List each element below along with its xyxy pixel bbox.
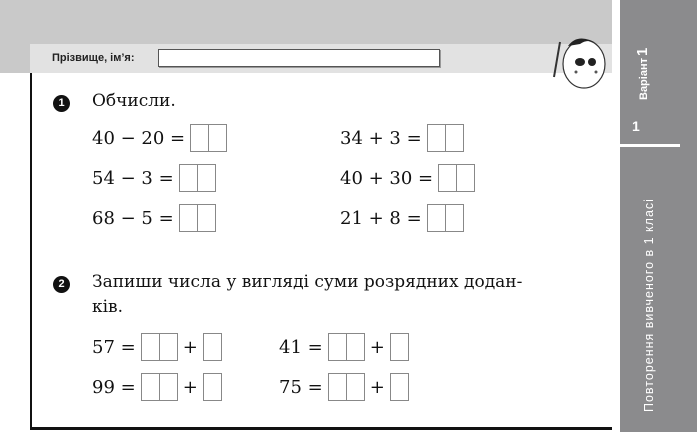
name-strip bbox=[30, 44, 612, 73]
tens-box[interactable] bbox=[328, 333, 365, 361]
answer-box[interactable] bbox=[190, 124, 227, 152]
topic-title: Повторення вивченого в 1 класі bbox=[642, 198, 656, 412]
answer-box[interactable] bbox=[438, 164, 475, 192]
variant-number: 1 bbox=[634, 47, 651, 56]
answer-box[interactable] bbox=[427, 124, 464, 152]
variant-text: Варіант bbox=[638, 58, 650, 100]
mascot-illustration bbox=[548, 32, 610, 92]
units-box[interactable] bbox=[203, 373, 222, 401]
variant-label bbox=[634, 48, 651, 100]
task2-title-line2: ків. bbox=[92, 297, 124, 317]
answer-box[interactable] bbox=[179, 204, 216, 232]
task2-number: 2 bbox=[53, 276, 70, 293]
units-box[interactable] bbox=[390, 373, 409, 401]
sidebar bbox=[620, 0, 697, 432]
task1-number: 1 bbox=[53, 95, 70, 112]
name-input[interactable] bbox=[158, 49, 440, 67]
name-label: Прізвище, ім’я: bbox=[52, 52, 135, 64]
equation: 99 = + bbox=[92, 373, 224, 401]
task-number: 1 bbox=[632, 118, 640, 134]
tens-box[interactable] bbox=[328, 373, 365, 401]
equation: 34 + 3 = bbox=[340, 124, 466, 152]
equation: 57 = + bbox=[92, 333, 224, 361]
equation: 40 − 20 = bbox=[92, 124, 229, 152]
left-border bbox=[30, 73, 32, 429]
equation: 54 − 3 = bbox=[92, 164, 218, 192]
equation: 21 + 8 = bbox=[340, 204, 466, 232]
equation: 68 − 5 = bbox=[92, 204, 218, 232]
bottom-border bbox=[30, 427, 612, 430]
equation: 41 = + bbox=[279, 333, 411, 361]
answer-box[interactable] bbox=[427, 204, 464, 232]
tens-box[interactable] bbox=[141, 373, 178, 401]
equation: 75 = + bbox=[279, 373, 411, 401]
units-box[interactable] bbox=[390, 333, 409, 361]
task2-title-line1: Запиши числа у вигляді суми розрядних додан- bbox=[92, 272, 523, 292]
answer-box[interactable] bbox=[179, 164, 216, 192]
units-box[interactable] bbox=[203, 333, 222, 361]
task1-title: Обчисли. bbox=[92, 91, 176, 111]
sidebar-divider bbox=[620, 144, 680, 147]
equation: 40 + 30 = bbox=[340, 164, 477, 192]
tens-box[interactable] bbox=[141, 333, 178, 361]
